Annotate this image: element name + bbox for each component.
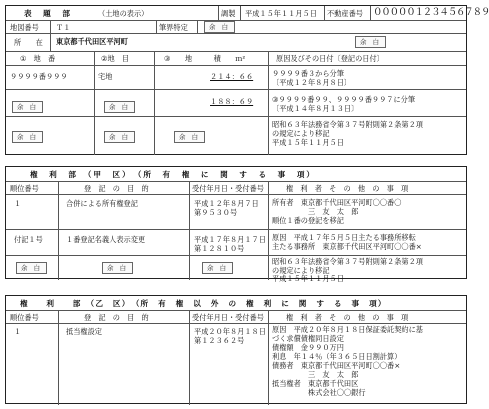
- r3-cause-1: 昭和６３年法務省令第３７号附則第２条第２項: [272, 120, 423, 129]
- fudosan-number: ０００００１２３４５６７８９: [373, 7, 489, 18]
- col-kenrisha: 権 利 者 そ の 他 の 事 項: [286, 313, 409, 322]
- col-chimoku: ②地 目: [101, 54, 130, 63]
- chosei-date: 平成１５年１１月５日: [245, 9, 317, 18]
- yohaku-r3-uketsuke: 余 白: [202, 262, 233, 274]
- shozai-label: 所 在: [14, 38, 43, 47]
- r2-date: 平成１７年８月１７日: [194, 235, 266, 244]
- r1-juni: １: [14, 199, 22, 208]
- r1-mokuteki: 合併による所有権登記: [66, 199, 138, 208]
- section-subtitle: （土地の表示）: [98, 9, 149, 18]
- r2-kenri-2: 主たる事務所 東京都千代田区平河町〇〇番×: [272, 242, 422, 251]
- kenri-line-5: 債務者 東京都千代田区平河町〇〇番×: [272, 361, 401, 370]
- col-uketsuke: 受付年月日・受付番号: [192, 184, 264, 193]
- r1-date: 平成２０年８月１８日: [194, 327, 266, 336]
- fudosan-label: 不動産番号: [327, 9, 363, 18]
- r3-kenri-3: 平成１５年１１月５日: [272, 274, 344, 283]
- kenri-line-1: 原因 平成２０年８月１８日保証委託契約に基: [272, 325, 423, 334]
- r1-chiban: ９９９９番９９９: [10, 72, 68, 81]
- r2-juni: 付記１号: [14, 235, 43, 244]
- yohaku-hikkai: 余 白: [204, 21, 235, 33]
- r1-mokuteki: 抵当権設定: [66, 327, 102, 336]
- col-uketsuke: 受付年月日・受付番号: [192, 313, 264, 322]
- r2-cause-2: 〔平成１４年８月１３日〕: [272, 104, 359, 113]
- otsu-section: [5, 295, 467, 404]
- kenri-line-4: 利息 年１４％（年３６５日日割計算）: [272, 352, 402, 361]
- col-kenrisha: 権 利 者 そ の 他 の 事 項: [286, 184, 409, 193]
- col-chiseki: ③ 地 積 ｍ²: [164, 54, 246, 63]
- r3-cause-3: 平成１５年１１月５日: [272, 138, 344, 147]
- r1-cause-2: 〔平成１２年８月８日〕: [272, 78, 352, 87]
- section-title: 表 題 部: [24, 9, 72, 18]
- section-title: 権 利 部 （乙 区） （所 有 権 以 外 の 権 利 に 関 す る 事 項）: [20, 299, 387, 308]
- r1-kenri-3: 順位１番の登記を移記: [272, 216, 344, 225]
- yohaku-r3-mokuteki: 余 白: [102, 262, 133, 274]
- kou-section: [5, 166, 467, 283]
- yohaku-r2-chimoku: 余 白: [104, 101, 135, 113]
- r2-chiseki: １８８：６９: [210, 97, 254, 106]
- yohaku-r3-chiban: 余 白: [12, 131, 43, 143]
- kenri-line-6: 三 友 太 郎: [308, 370, 359, 379]
- kenri-line-7: 抵当権者 東京都千代田区: [272, 379, 359, 388]
- col-genin: 原因及びその日付〔登記の日付〕: [276, 54, 384, 63]
- r2-kenri-1: 原因 平成１７年５月５日主たる事務所移転: [272, 233, 416, 242]
- col-chiban: ① 地 番: [20, 54, 56, 63]
- yohaku-r3-chimoku: 余 白: [104, 131, 135, 143]
- hikkai-label: 筆界特定: [159, 23, 188, 32]
- col-juni: 順位番号: [10, 184, 39, 193]
- r1-chiseki: ２１４：６６: [210, 72, 254, 81]
- col-mokuteki: 登 記 の 目 的: [84, 313, 149, 322]
- yohaku-r3-chiseki: 余 白: [174, 131, 205, 143]
- kenri-line-8: 株式会社〇〇銀行: [308, 388, 366, 397]
- r1-number: 第１２３６２号: [194, 336, 245, 345]
- r1-juni: １: [14, 327, 22, 336]
- r3-kenri-2: の規定により移記: [272, 266, 330, 275]
- r1-cause-1: ９９９９番３から分筆: [272, 69, 344, 78]
- title-section: [5, 5, 489, 155]
- kenri-line-2: づく求償債権同日設定: [272, 334, 344, 343]
- chosei-label: 調製: [221, 9, 236, 18]
- r1-chimoku: 宅地: [98, 72, 113, 81]
- section-title: 権 利 部 （甲 区） （所 有 権 に 関 す る 事 項）: [30, 170, 317, 179]
- r2-mokuteki: １番登記名義人表示変更: [66, 235, 146, 244]
- kenri-line-3: 債権額 金９９０万円: [272, 343, 344, 352]
- chizu-value: Ｔ１: [56, 23, 71, 32]
- yohaku-r3-juni: 余 白: [16, 262, 47, 274]
- yohaku-r2-chiban: 余 白: [12, 101, 43, 113]
- r1-kenri-1: 所有者 東京都千代田区平河町〇〇番〇: [272, 198, 402, 207]
- r2-cause-1: ③９９９９番９９、９９９９番９９７に分筆: [272, 95, 416, 104]
- col-mokuteki: 登 記 の 目 的: [84, 184, 149, 193]
- r1-date: 平成１２年８月７日: [194, 199, 259, 208]
- r3-kenri-1: 昭和６３年法務省令第３７号附則第２条第２項: [272, 257, 423, 266]
- r1-kenri-2: 三 友 太 郎: [308, 207, 359, 216]
- yohaku-shozai: 余 白: [355, 36, 386, 48]
- r1-number: 第９５３０号: [194, 208, 238, 217]
- r2-number: 第１２８１０号: [194, 244, 245, 253]
- chizu-label: 地図番号: [10, 23, 39, 32]
- col-juni: 順位番号: [10, 313, 39, 322]
- r3-cause-2: の規定により移記: [272, 129, 330, 138]
- shozai-value: 東京都千代田区平河町: [56, 37, 128, 46]
